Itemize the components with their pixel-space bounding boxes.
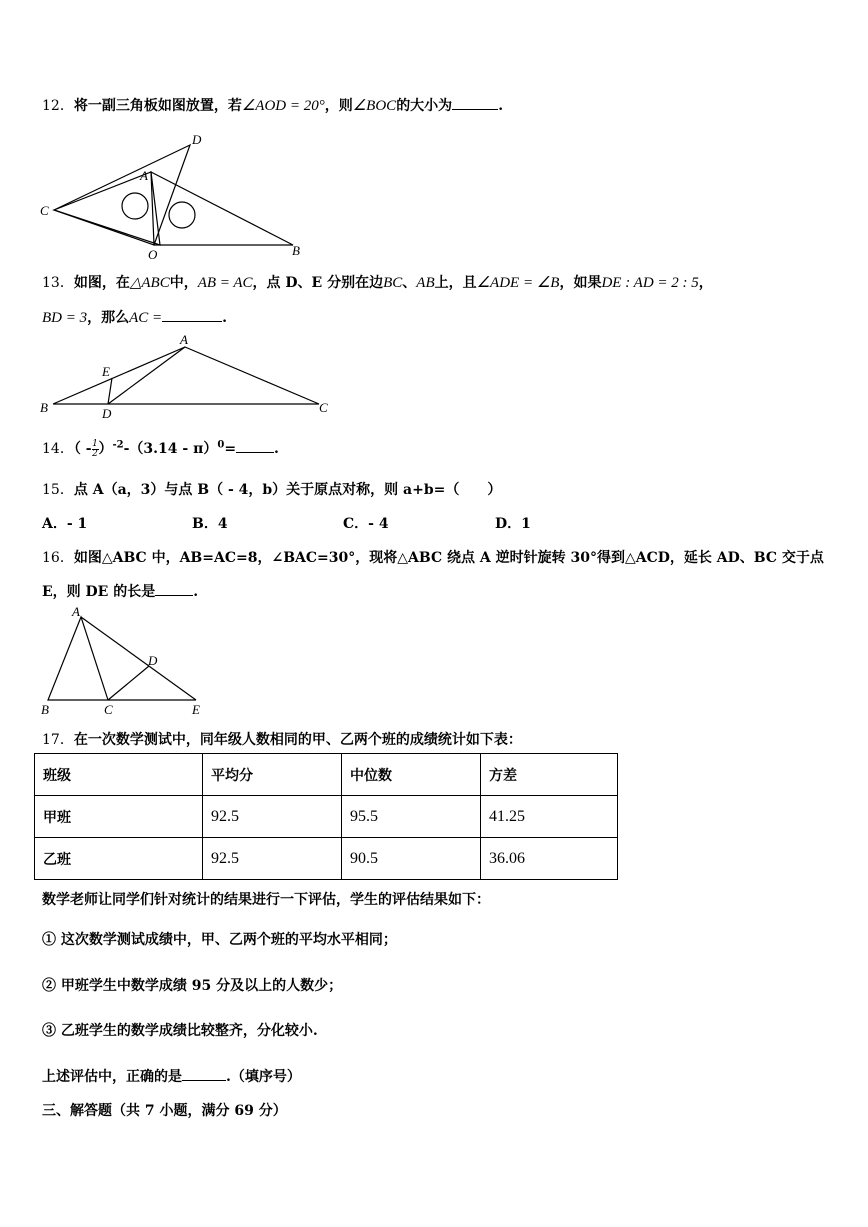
table-cell: 92.5: [203, 838, 342, 880]
label-b: B: [41, 702, 49, 717]
answer-blank: [182, 1068, 226, 1081]
label-c: C: [104, 702, 113, 717]
label-c: C: [40, 203, 49, 218]
q12-figure: [30, 125, 310, 265]
label-d: D: [192, 132, 202, 147]
table-cell: 36.06: [481, 838, 618, 880]
score-table: [34, 753, 618, 880]
label-a: A: [140, 168, 148, 183]
label-b: B: [292, 243, 300, 258]
q15-option-d: D．1: [495, 516, 531, 532]
table-header: 平均分: [203, 754, 342, 796]
q13-text-line1: 13．如图，在△ABC中，AB = AC，点 D、E 分别在边BC、AB上，且∠ADE = ∠B，如果DE : AD = 2 : 5，: [42, 275, 713, 291]
q17-ask: 上述评估中，正确的是 .（填序号）: [42, 1069, 301, 1085]
section-heading: 三、解答题（共 7 小题，满分 69 分）: [42, 1103, 287, 1119]
q15-option-c: C．- 4: [343, 516, 389, 532]
label-e: E: [102, 364, 110, 379]
q14-text: 14．（ - $\frac{1}{2}$ ）$^{-2}$-（3.14 - π）$^0$= .: [42, 438, 279, 459]
q12-text: 12．将一副三角板如图放置，若∠AOD = 20°，则∠BOC的大小为 .: [42, 98, 504, 114]
table-cell: 90.5: [342, 838, 481, 880]
label-d: D: [148, 653, 158, 668]
table-cell: 92.5: [203, 796, 342, 838]
label-a: A: [180, 332, 188, 347]
label-d: D: [102, 406, 112, 421]
table-header-row: [35, 754, 618, 796]
q15-option-b: B．4: [192, 516, 228, 532]
table-header: 方差: [481, 754, 618, 796]
q13-text-line2: BD = 3，那么AC = .: [42, 310, 228, 326]
answer-blank: [236, 440, 274, 453]
label-b: B: [40, 400, 48, 415]
answer-blank: [452, 97, 498, 110]
label-e: E: [192, 702, 200, 717]
fraction: $\frac{1}{2}$: [92, 438, 98, 459]
q16-text-line1: 16．如图△ABC 中，AB=AC=8，∠BAC=30°，现将△ABC 绕点 A 逆时针旋转 30°得到△ACD，延长 AD、BC 交于点: [42, 550, 824, 566]
table-row: [35, 796, 618, 838]
q16-figure: [36, 604, 216, 719]
table-row: [35, 838, 618, 880]
q15-text: 15．点 A（a，3）与点 B（ - 4，b）关于原点对称，则 a+b=（ ）: [42, 482, 502, 498]
q17-item-3: ③ 乙班学生的数学成绩比较整齐，分化较小.: [42, 1023, 318, 1039]
table-cell: 乙班: [35, 838, 203, 880]
q17-item-1: ① 这次数学测试成绩中，甲、乙两个班的平均水平相同；: [42, 932, 397, 948]
q13-figure: [36, 332, 336, 422]
q17-item-2: ② 甲班学生中数学成绩 95 分及以上的人数少；: [42, 978, 343, 994]
answer-blank: [155, 583, 193, 596]
label-o: O: [148, 247, 158, 262]
q15-option-a: A．- 1: [42, 516, 88, 532]
table-header: 班级: [35, 754, 203, 796]
q17-after: 数学老师让同学们针对统计的结果进行一下评估，学生的评估结果如下：: [42, 892, 490, 908]
table-header: 中位数: [342, 754, 481, 796]
table-cell: 95.5: [342, 796, 481, 838]
answer-blank: [162, 309, 222, 322]
q17-intro: 17．在一次数学测试中，同年级人数相同的甲、乙两个班的成绩统计如下表：: [42, 732, 522, 748]
table-cell: 甲班: [35, 796, 203, 838]
table-cell: 41.25: [481, 796, 618, 838]
label-a: A: [72, 604, 80, 619]
q16-text-line2: E，则 DE 的长是 .: [42, 584, 199, 600]
label-c: C: [319, 400, 328, 415]
